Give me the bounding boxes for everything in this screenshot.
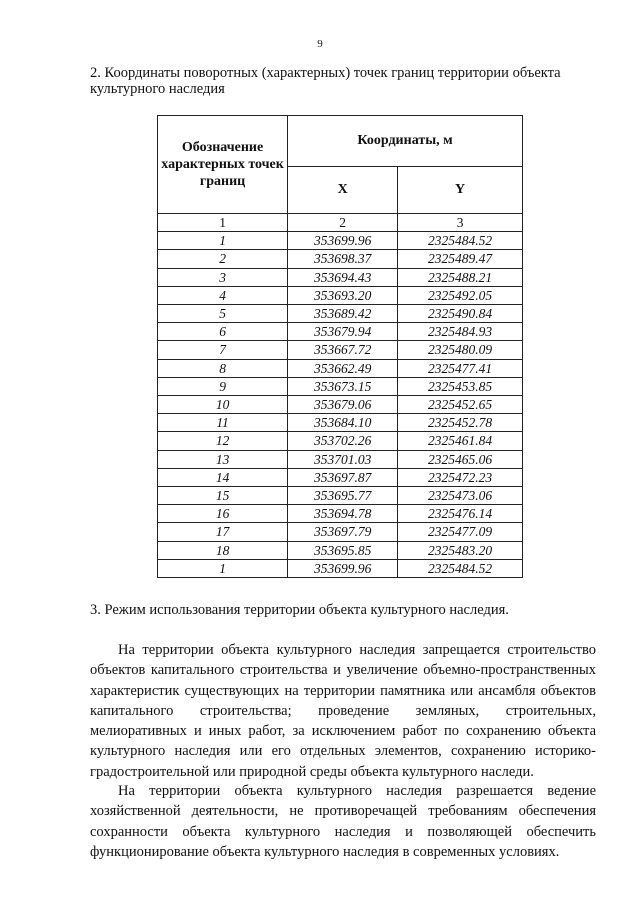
coordinates-table — [157, 115, 523, 578]
y-cell: 2325480.09 — [398, 341, 523, 359]
header-x: X — [288, 167, 398, 214]
point-cell: 3 — [158, 268, 288, 286]
point-cell: 9 — [158, 377, 288, 395]
y-cell: 2325492.05 — [398, 286, 523, 304]
point-cell: 4 — [158, 286, 288, 304]
index-cell: 2 — [288, 214, 398, 232]
y-cell: 2325488.21 — [398, 268, 523, 286]
y-cell: 2325452.78 — [398, 414, 523, 432]
x-cell: 353701.03 — [288, 450, 398, 468]
point-cell: 7 — [158, 341, 288, 359]
point-cell: 12 — [158, 432, 288, 450]
point-cell: 6 — [158, 323, 288, 341]
point-cell: 2 — [158, 250, 288, 268]
header-designation: Обозначение характерных точек границ — [158, 116, 288, 214]
paragraph-permissions: На территории объекта культурного наследия разрешается ведение хозяйственной деятельности, не противоречащей требованиям обеспечения сохранности объекта культурного наследия и позволяющей обеспечить функционирование объекта культурного наследия в современных условиях. — [90, 783, 596, 860]
table-row — [158, 505, 523, 523]
x-cell: 353697.87 — [288, 468, 398, 486]
x-cell: 353673.15 — [288, 377, 398, 395]
y-cell: 2325452.65 — [398, 396, 523, 414]
y-cell: 2325484.52 — [398, 232, 523, 250]
y-cell: 2325483.20 — [398, 541, 523, 559]
column-index-row — [158, 214, 523, 232]
x-cell: 353698.37 — [288, 250, 398, 268]
table-row — [158, 377, 523, 395]
table-row — [158, 432, 523, 450]
x-cell: 353689.42 — [288, 305, 398, 323]
point-cell: 16 — [158, 505, 288, 523]
point-cell: 18 — [158, 541, 288, 559]
table-row — [158, 487, 523, 505]
table-row — [158, 359, 523, 377]
x-cell: 353699.96 — [288, 232, 398, 250]
table-row — [158, 232, 523, 250]
y-cell: 2325453.85 — [398, 377, 523, 395]
y-cell: 2325484.93 — [398, 323, 523, 341]
table-row — [158, 541, 523, 559]
y-cell: 2325489.47 — [398, 250, 523, 268]
table-row — [158, 468, 523, 486]
y-cell: 2325476.14 — [398, 505, 523, 523]
section-heading: 2. Координаты поворотных (характерных) точек границ территории объекта культурного наследия — [90, 65, 561, 97]
y-cell: 2325477.09 — [398, 523, 523, 541]
table-row — [158, 414, 523, 432]
point-cell: 15 — [158, 487, 288, 505]
x-cell: 353679.06 — [288, 396, 398, 414]
point-cell: 17 — [158, 523, 288, 541]
point-cell: 1 — [158, 559, 288, 577]
point-cell: 11 — [158, 414, 288, 432]
section3-heading: 3. Режим использования территории объекта культурного наследия. — [90, 602, 509, 618]
x-cell: 353693.20 — [288, 286, 398, 304]
point-cell: 13 — [158, 450, 288, 468]
table-row — [158, 268, 523, 286]
y-cell: 2325473.06 — [398, 487, 523, 505]
y-cell: 2325465.06 — [398, 450, 523, 468]
table-row — [158, 305, 523, 323]
table-row — [158, 250, 523, 268]
point-cell: 8 — [158, 359, 288, 377]
y-cell: 2325490.84 — [398, 305, 523, 323]
y-cell: 2325477.41 — [398, 359, 523, 377]
x-cell: 353694.78 — [288, 505, 398, 523]
page-number: 9 — [317, 38, 323, 50]
table-row — [158, 341, 523, 359]
y-cell: 2325484.52 — [398, 559, 523, 577]
point-cell: 1 — [158, 232, 288, 250]
x-cell: 353679.94 — [288, 323, 398, 341]
x-cell: 353662.49 — [288, 359, 398, 377]
point-cell: 10 — [158, 396, 288, 414]
table-row — [158, 559, 523, 577]
x-cell: 353695.85 — [288, 541, 398, 559]
x-cell: 353697.79 — [288, 523, 398, 541]
table-row — [158, 286, 523, 304]
header-coordinates: Координаты, м — [288, 116, 523, 167]
x-cell: 353699.96 — [288, 559, 398, 577]
table-row — [158, 396, 523, 414]
table-row — [158, 523, 523, 541]
x-cell: 353684.10 — [288, 414, 398, 432]
y-cell: 2325472.23 — [398, 468, 523, 486]
table-body — [158, 214, 523, 578]
index-cell: 3 — [398, 214, 523, 232]
point-cell: 5 — [158, 305, 288, 323]
x-cell: 353667.72 — [288, 341, 398, 359]
y-cell: 2325461.84 — [398, 432, 523, 450]
point-cell: 14 — [158, 468, 288, 486]
table-row — [158, 450, 523, 468]
paragraph-prohibitions: На территории объекта культурного наследия запрещается строительство объектов капитального строительства и увеличение объемно-пространственных характеристик существующих на территории памятника или ансамбля объектов капитального строительства; проведение земляных, строительных, мелиоративных и иных работ, за исключением работ по сохранению объекта культурного наследия или его отдельных элементов, сохранению историко-градостроительной или природной среды объекта культурного наследи. — [90, 642, 596, 780]
table-row — [158, 323, 523, 341]
x-cell: 353695.77 — [288, 487, 398, 505]
x-cell: 353702.26 — [288, 432, 398, 450]
header-y: Y — [398, 167, 523, 214]
x-cell: 353694.43 — [288, 268, 398, 286]
index-cell: 1 — [158, 214, 288, 232]
